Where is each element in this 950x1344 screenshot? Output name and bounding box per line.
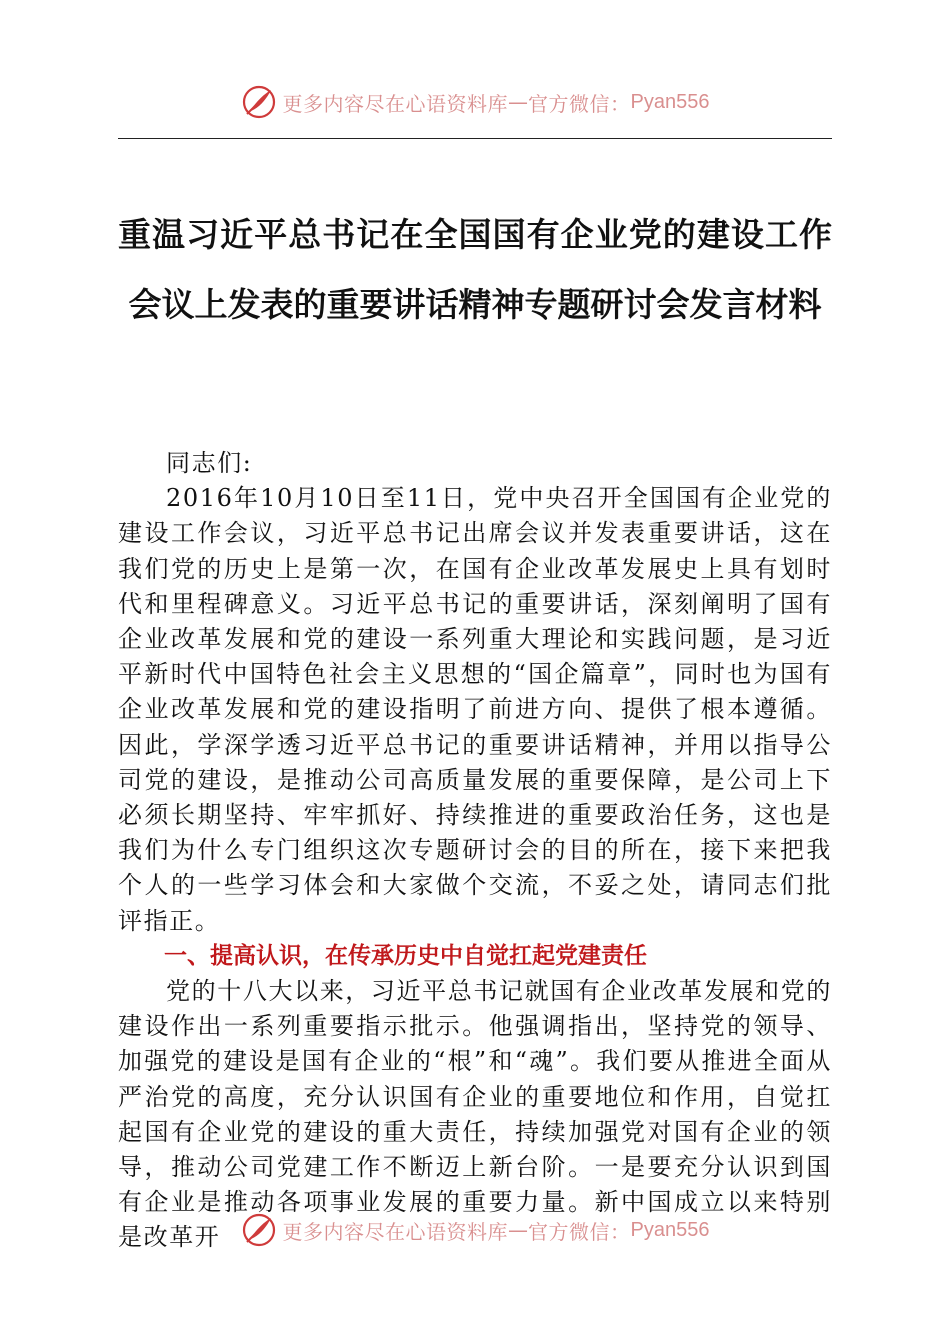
- banner-contact-label: 官方微信：: [528, 91, 631, 116]
- footer-banner-contact-label: 官方微信：: [528, 1219, 631, 1244]
- document-body: [118, 446, 832, 1256]
- section-1-paragraph: 党的十八大以来，习近平总书记就国有企业改革发展和党的建设作出一系列重要指示批示。他强调指出，坚持党的领导、加强党的建设是国有企业的“根”和“魂”。我们要从推进全面从严治党的高度，充分认识国有企业的重要地位和作用，自觉扛起国有企业党的建设的重大责任，持续加强党对国有企业的领导，推动公司党建工作不断迈上新台阶。一是要充分认识到国有企业是推动各项事业发展的重要力量。新中国成立以来特别是改革开: [118, 977, 832, 1252]
- feather-pen-logo-icon: [241, 1212, 277, 1248]
- footer-banner-wechat-id: Pyan556: [630, 1218, 710, 1241]
- header-banner: [0, 82, 950, 122]
- salutation: 同志们:: [166, 449, 253, 477]
- intro-paragraph: 2016年10月10日至11日，党中央召开全国国有企业党的建设工作会议，习近平总书记出席会议并发表重要讲话，这在我们党的历史上是第一次，在国有企业改革发展史上具有划时代和里程碑意义。习近平总书记的重要讲话，深刻阐明了国有企业改革发展和党的建设一系列重大理论和实践问题，是习近平新时代中国特色社会主义思想的“国企篇章”，同时也为国有企业改革发展和党的建设指明了前进方向、提供了根本遵循。因此，学深学透习近平总书记的重要讲话精神，并用以指导公司党的建设，是推动公司高质量发展的重要保障，是公司上下必须长期坚持、牢牢抓好、持续推进的重要政治任务，这也是我们为什么专门组织这次专题研讨会的目的所在，接下来把我个人的一些学习体会和大家做个交流，不妥之处，请同志们批评指正。: [118, 484, 832, 935]
- header-divider: [118, 138, 832, 139]
- document-title: 重温习近平总书记在全国国有企业党的建设工作会议上发表的重要讲话精神专题研讨会发言材料: [118, 215, 832, 324]
- footer-banner-separator: —: [508, 1218, 529, 1242]
- section-heading-1: 一、提高认识，在传承历史中自觉扛起党建责任: [164, 942, 647, 969]
- banner-wechat-id: Pyan556: [630, 90, 710, 113]
- footer-banner: [0, 1210, 950, 1250]
- footer-banner-text: 更多内容尽在心语资料库: [282, 1219, 509, 1244]
- feather-pen-logo-icon: [241, 84, 277, 120]
- banner-separator: —: [508, 90, 529, 114]
- banner-text: 更多内容尽在心语资料库: [282, 91, 509, 116]
